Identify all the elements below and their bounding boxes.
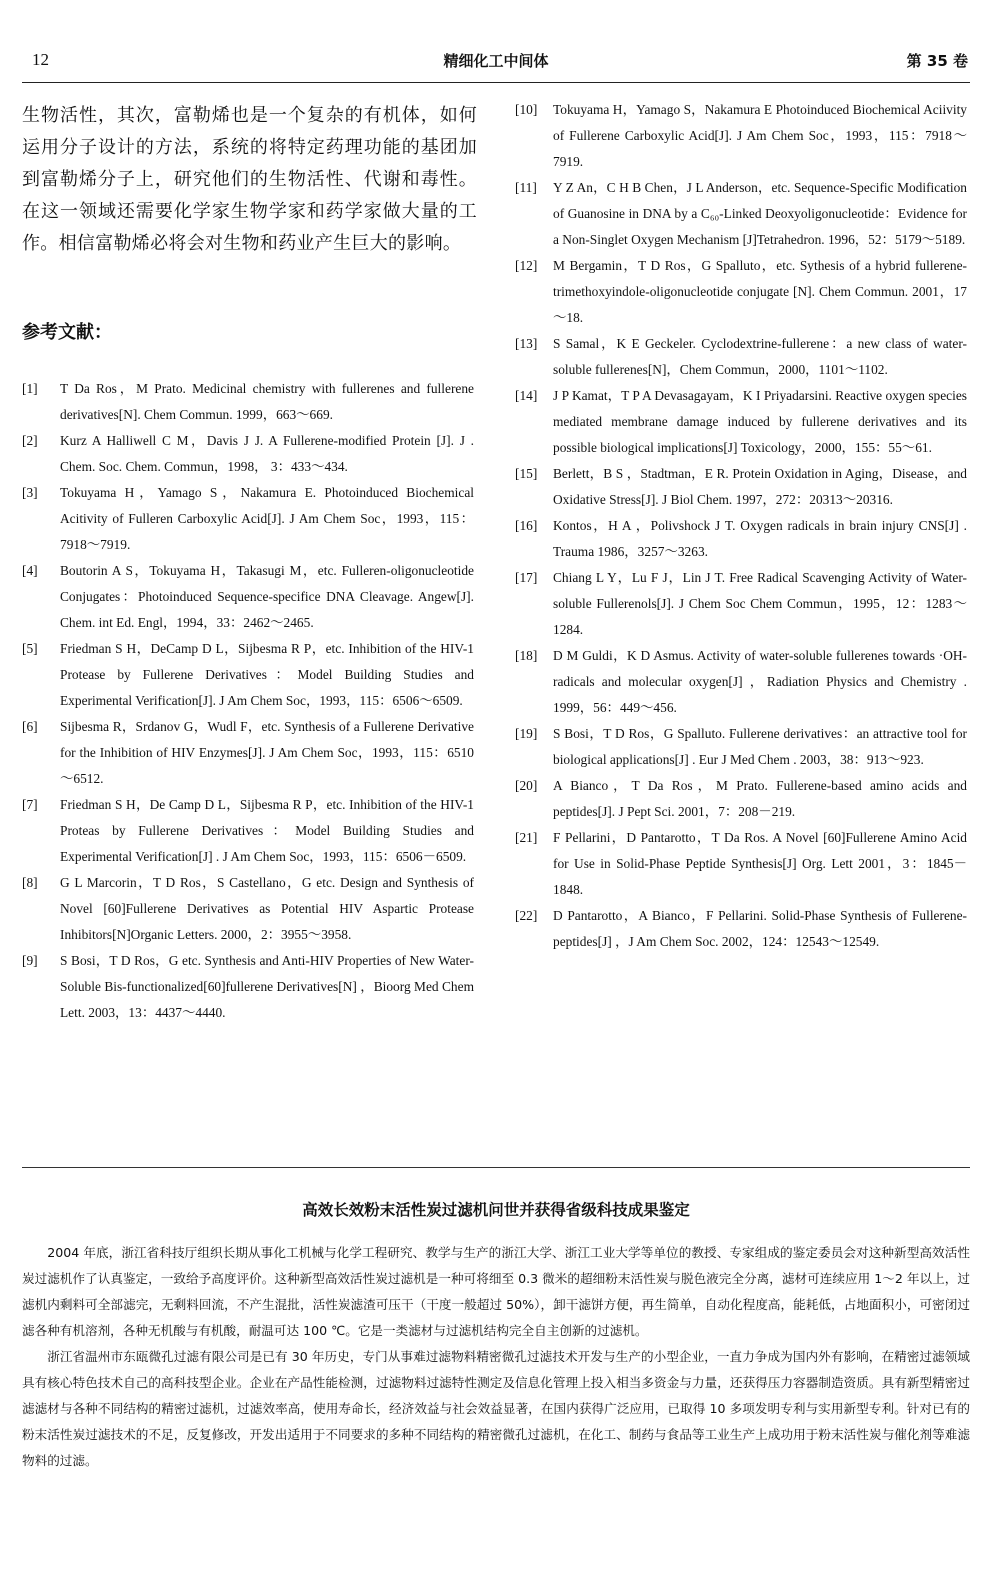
reference-number: [14]: [515, 388, 538, 403]
reference-item: [22, 480, 474, 558]
references-right-column: [515, 97, 967, 955]
reference-item: [22, 558, 474, 636]
reference-item: [515, 97, 967, 175]
news-paragraph: 2004 年底，浙江省科技厅组织长期从事化工机械与化学工程研究、教学与生产的浙江大学、浙江工业大学等单位的教授、专家组成的鉴定委员会对这种新型高效活性炭过滤机作了认真鉴定，一致给予高度评价。这种新型高效活性炭过滤机是一种可将细至 0.3 微米的超细粉末活性炭与脱色液完全分离，滤材可连续应用 1～2 年以上，过滤机内剩料可全部滤完，无剩料回流，不产生混批，活性炭滤渣可压干（干度一般超过 50%），卸干滤饼方便，再生简单，自动化程度高，能耗低，占地面积小，可密闭过滤各种有机溶剂，各种无机酸与有机酸，耐温可达 100 ℃。它是一类滤材与过滤机结构完全自主创新的过滤机。: [22, 1245, 970, 1338]
reference-number: [8]: [22, 875, 38, 890]
reference-text: Boutorin A S，Tokuyama H，Takasugi M，etc. Fulleren-oligonucleotide Conjugates：Photoinduced Sequence-specifice DNA Cleavage. Angew[J]. Chem. int Ed. Engl，1994，33：2462～2465.: [60, 563, 474, 630]
reference-text: Chiang L Y，Lu F J，Lin J T. Free Radical Scavenging Activity of Water-soluble Fullerenols[J]. J Chem Soc Chem Commun，1995，12：1283～1284.: [553, 570, 967, 637]
reference-item: [515, 903, 967, 955]
reference-number: [5]: [22, 641, 38, 656]
reference-text: S Bosi，T D Ros，G etc. Synthesis and Anti-HIV Properties of New Water-Soluble Bis-functionalized[60]fullerene Derivatives[N] ，Bioorg Med Chem Lett. 2003，13：4437～4440.: [60, 953, 474, 1020]
reference-number: [12]: [515, 258, 538, 273]
reference-number: [4]: [22, 563, 38, 578]
reference-number: [9]: [22, 953, 38, 968]
reference-item: [515, 513, 967, 565]
reference-number: [15]: [515, 466, 538, 481]
reference-number: [13]: [515, 336, 538, 351]
reference-item: [515, 773, 967, 825]
reference-text: Tokuyama H，Yamago S，Nakamura E Photoinduced Biochemical Aciivity of Fullerene Carboxylic Acid[J]. J Am Chem Soc，1993，115：7918～7919.: [553, 102, 967, 169]
reference-text: Tokuyama H，Yamago S，Nakamura E. Photoinduced Biochemical Acitivity of Fulleren Carboxylic Acid[J]. J Am Chem Soc，1993，115：7918～7919.: [60, 485, 474, 552]
reference-item: [22, 792, 474, 870]
news-title: 高效长效粉末活性炭过滤机问世并获得省级科技成果鉴定: [302, 1201, 690, 1219]
reference-text: A Bianco，T Da Ros，M Prato. Fullerene-based amino acids and peptides[J]. J Pept Sci. 2001，7：208－219.: [553, 778, 967, 819]
reference-text: S Bosi，T D Ros，G Spalluto. Fullerene derivatives：an attractive tool for biological applications[J] . Eur J Med Chem . 2003，38：913～923.: [553, 726, 967, 767]
reference-item: [22, 948, 474, 1026]
reference-text: Kurz A Halliwell C M，Davis J J. A Fullerene-modified Protein [J]. J . Chem. Soc. Chem. Commun，1998， 3：433～434.: [60, 433, 474, 474]
header-rule: [22, 82, 970, 83]
journal-title: 精细化工中间体: [443, 52, 549, 70]
news-body: [22, 1240, 970, 1474]
reference-text: Friedman S H，De Camp D L，Sijbesma R P，etc. Inhibition of the HIV-1 Proteas by Fullerene Derivatives：Model Building Studies and Experimental Verification[J] . J Am Chem Soc，1993，115：6506－6509.: [60, 797, 474, 864]
reference-item: [515, 383, 967, 461]
reference-item: [515, 825, 967, 903]
reference-item: [22, 636, 474, 714]
reference-text: Y Z An，C H B Chen，J L Anderson，etc. Sequence-Specific Modification of Guanosine in DNA by a C₆₀-Linked Deoxyoligonucleotide：Evidence for a Non-Singlet Oxygen Mechanism [J]Tetrahedron. 1996，52：5179～5189.: [553, 180, 967, 247]
volume-label: 第 35 卷: [906, 52, 968, 70]
reference-text: Sijbesma R，Srdanov G，Wudl F，etc. Synthesis of a Fullerene Derivative for the Inhibition of HIV Enzymes[J]. J Am Chem Soc，1993，115：6510～6512.: [60, 719, 474, 786]
reference-number: [22]: [515, 908, 538, 923]
references-left-column: [22, 376, 474, 1026]
news-paragraph: 浙江省温州市东瓯微孔过滤有限公司是已有 30 年历史，专门从事难过滤物料精密微孔过滤技术开发与生产的小型企业，一直力争成为国内外有影响，在精密过滤领域具有核心特色技术自己的高科技型企业。企业在产品性能检测，过滤物料过滤特性测定及信息化管理上投入相当多资金与力量，还获得压力容器制造资质。具有新型精密过滤滤材与各种不同结构的精密过滤机，过滤效率高，使用寿命长，经济效益与社会效益显著，在国内获得广泛应用，已取得 10 多项发明专利与实用新型专利。针对已有的粉末活性炭过滤技术的不足，反复修改，开发出适用于不同要求的多种不同结构的精密微孔过滤机，在化工、制药与食品等工业生产上成功用于粉末活性炭与催化剂等难滤物料的过滤。: [22, 1349, 970, 1468]
page-number: 12: [32, 50, 49, 69]
reference-item: [22, 376, 474, 428]
reference-item: [515, 643, 967, 721]
reference-number: [16]: [515, 518, 538, 533]
reference-number: [11]: [515, 180, 537, 195]
reference-number: [20]: [515, 778, 538, 793]
page-header: [22, 50, 970, 78]
reference-text: F Pellarini，D Pantarotto，T Da Ros. A Novel [60]Fullerene Amino Acid for Use in Solid-Phase Peptide Synthesis[J] Org. Lett 2001，3：1845－1848.: [553, 830, 967, 897]
reference-item: [515, 461, 967, 513]
reference-text: D M Guldi，K D Asmus. Activity of water-soluble fullerenes towards ·OH-radicals and molecular oxygen[J] ，Radiation Physics and Chemistry . 1999，56：449～456.: [553, 648, 967, 715]
references-heading: 参考文献：: [22, 322, 112, 343]
intro-paragraph: 生物活性，其次，富勒烯也是一个复杂的有机体，如何运用分子设计的方法，系统的将特定药理功能的基团加到富勒烯分子上，研究他们的生物活性、代谢和毒性。在这一领域还需要化学家生物学家和药学家做大量的工作。相信富勒烯必将会对生物和药业产生巨大的影响。: [22, 105, 477, 254]
reference-text: Berlett，B S ，Stadtman，E R. Protein Oxidation in Aging，Disease，and Oxidative Stress[J]. J Biol Chem. 1997，272：20313～20316.: [553, 466, 967, 507]
reference-number: [7]: [22, 797, 38, 812]
reference-number: [10]: [515, 102, 538, 117]
reference-text: T Da Ros，M Prato. Medicinal chemistry with fullerenes and fullerene derivatives[N]. Chem Commun. 1999，663～669.: [60, 381, 474, 422]
reference-item: [515, 331, 967, 383]
reference-text: G L Marcorin，T D Ros，S Castellano，G etc. Design and Synthesis of Novel [60]Fullerene Derivatives as Potential HIV Aspartic Protease Inhibitors[N]Organic Letters. 2000，2：3955～3958.: [60, 875, 474, 942]
reference-item: [515, 565, 967, 643]
reference-number: [17]: [515, 570, 538, 585]
section-divider: [22, 1167, 970, 1168]
reference-number: [19]: [515, 726, 538, 741]
reference-item: [22, 870, 474, 948]
reference-item: [22, 714, 474, 792]
reference-text: M Bergamin，T D Ros，G Spalluto，etc. Sythesis of a hybrid fullerene-trimethoxyindole-oligonucleotide conjugate [N]. Chem Commun. 2001，17～18.: [553, 258, 967, 325]
reference-text: D Pantarotto，A Bianco，F Pellarini. Solid-Phase Synthesis of Fullerene-peptides[J] ，J Am Chem Soc. 2002，124：12543～12549.: [553, 908, 967, 949]
reference-item: [22, 428, 474, 480]
reference-number: [3]: [22, 485, 38, 500]
reference-number: [18]: [515, 648, 538, 663]
reference-text: J P Kamat，T P A Devasagayam，K I Priyadarsini. Reactive oxygen species mediated membrane damage induced by fullerene derivatives and its possible biological implications[J] Toxicology，2000，155：55～61.: [553, 388, 967, 455]
reference-item: [515, 253, 967, 331]
reference-number: [1]: [22, 381, 38, 396]
reference-number: [2]: [22, 433, 38, 448]
reference-text: Kontos，H A ，Polivshock J T. Oxygen radicals in brain injury CNS[J] . Trauma 1986，3257～3263.: [553, 518, 967, 559]
reference-number: [6]: [22, 719, 38, 734]
reference-item: [515, 175, 967, 253]
reference-text: S Samal，K E Geckeler. Cyclodextrine-fullerene：a new class of water-soluble fullerenes[N]，Chem Commun，2000，1101～1102.: [553, 336, 967, 377]
reference-text: Friedman S H，DeCamp D L，Sijbesma R P，etc. Inhibition of the HIV-1 Protease by Fullerene Derivatives：Model Building Studies and Experimental Verification[J]. J Am Chem Soc，1993，115：6506～6509.: [60, 641, 474, 708]
reference-number: [21]: [515, 830, 538, 845]
reference-item: [515, 721, 967, 773]
